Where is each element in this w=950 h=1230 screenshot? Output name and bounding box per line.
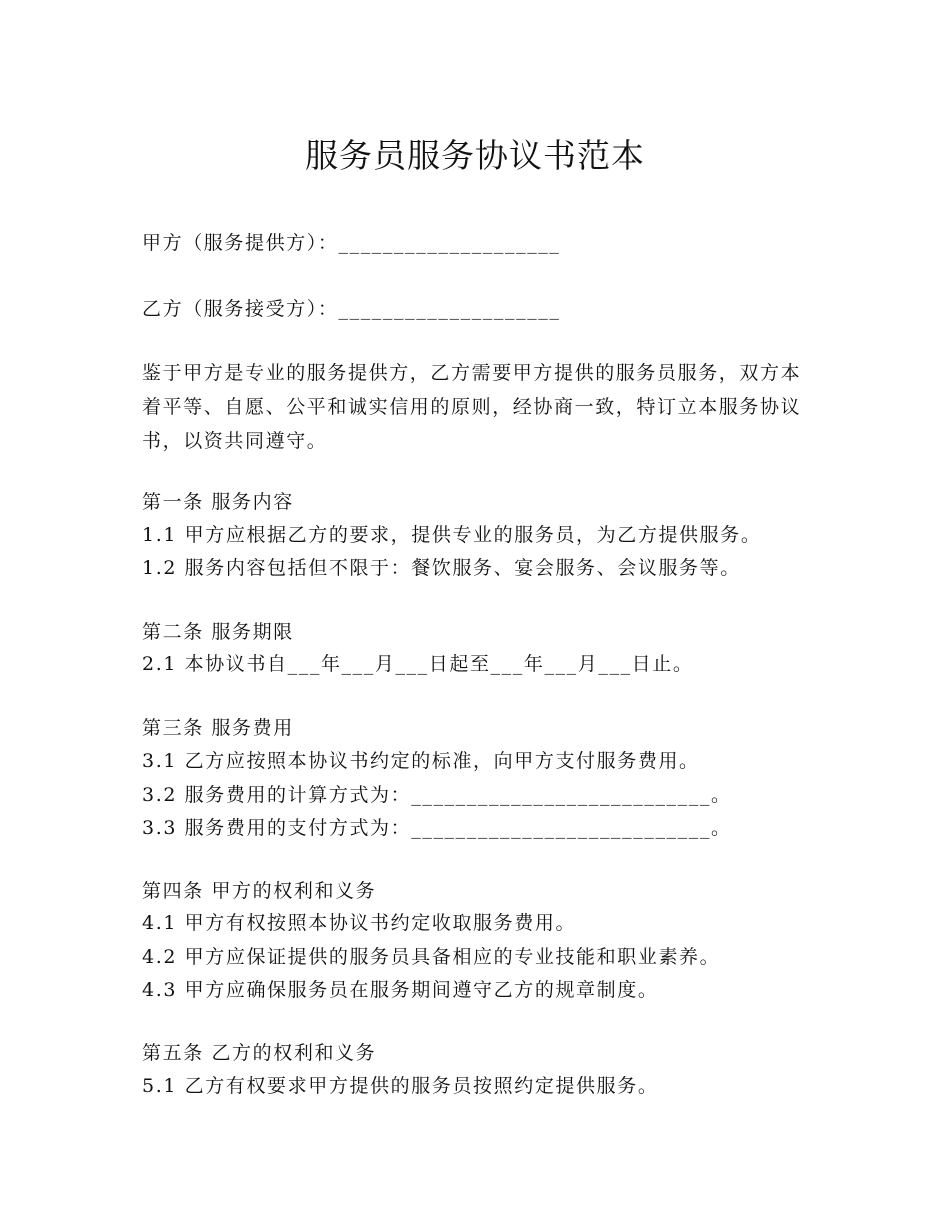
clause-item: 1.2 服务内容包括但不限于：餐饮服务、宴会服务、会议服务等。 <box>142 557 741 579</box>
clause-item: 4.2 甲方应保证提供的服务员具备相应的专业技能和职业素养。 <box>142 946 721 968</box>
document-title: 服务员服务协议书范本 <box>305 136 645 175</box>
clause-item: 3.1 乙方应按照本协议书约定的标准，向甲方支付服务费用。 <box>142 750 700 772</box>
section-heading: 第二条 服务期限 <box>142 621 294 643</box>
section-heading: 第一条 服务内容 <box>142 491 294 513</box>
clause-item: 3.2 服务费用的计算方式为：___________________________。 <box>142 784 732 806</box>
section-heading: 第五条 乙方的权利和义务 <box>142 1042 377 1064</box>
party-b-line: 乙方（服务接受方）：____________________ <box>142 298 561 320</box>
clause-item: 3.3 服务费用的支付方式为：___________________________。 <box>142 817 732 839</box>
intro-paragraph: 鉴于甲方是专业的服务提供方，乙方需要甲方提供的服务员服务，双方本着平等、自愿、公平和诚实信用的原则，经协商一致，特订立本服务协议书，以资共同遵守。 <box>142 362 802 452</box>
clause-item: 4.1 甲方有权按照本协议书约定收取服务费用。 <box>142 912 577 934</box>
section-heading: 第三条 服务费用 <box>142 717 294 739</box>
clause-item: 5.1 乙方有权要求甲方提供的服务员按照约定提供服务。 <box>142 1075 659 1097</box>
section-heading: 第四条 甲方的权利和义务 <box>142 880 377 902</box>
party-a-line: 甲方（服务提供方）：____________________ <box>142 232 561 254</box>
clause-item: 2.1 本协议书自___年___月___日起至___年___月___日止。 <box>142 653 694 675</box>
clause-item: 4.3 甲方应确保服务员在服务期间遵守乙方的规章制度。 <box>142 979 659 1001</box>
clause-item: 1.1 甲方应根据乙方的要求，提供专业的服务员，为乙方提供服务。 <box>142 524 762 546</box>
